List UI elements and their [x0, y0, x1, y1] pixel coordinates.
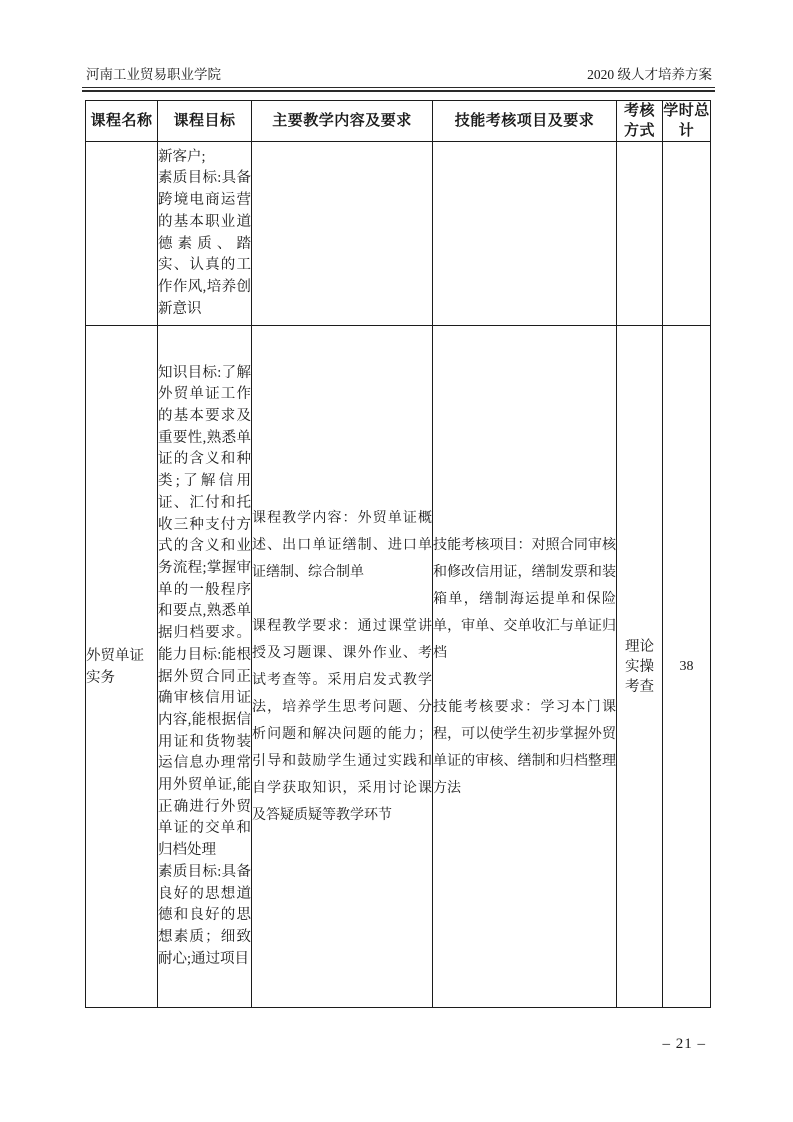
cell-teaching-content — [252, 326, 433, 1008]
cell-course-name-empty — [86, 142, 158, 326]
cell-total-hours-empty — [663, 142, 711, 326]
col-header-teaching-content: 主要教学内容及要求 — [252, 101, 433, 142]
assessment-method-line: 实操 — [625, 658, 654, 675]
skill-assessment-paragraph: 技能考核要求：学习本门课程，可以使学生初步掌握外贸单证的审核、缮制和归档整理方法 — [433, 699, 616, 796]
objectives-paragraph: 知识目标:了解外贸单证工作的基本要求及重要性,熟悉单证的含义和种类;了解信用证、汇付和托收三种支付方式的含义和业务流程;掌握审单的一般程序和要点,熟悉单据归档要求。能力目标:能根据外贸合同正确审核信用证内容,能根据信用证和货物装运信息办理常用外贸单证,能正确进行外贸单证的交单和归档处理 — [158, 364, 251, 859]
col-header-total-hours: 学时总计 — [663, 101, 711, 142]
teaching-content-paragraph: 课程教学内容：外贸单证概述、出口单证缮制、进口单证缮制、综合制单 — [252, 510, 432, 580]
cell-objectives-continued — [158, 142, 252, 326]
header-divider — [82, 87, 715, 92]
cell-teaching-content-empty — [252, 142, 433, 326]
teaching-content-paragraph: 课程教学要求：通过课堂讲授及习题课、课外作业、考试考查等。采用启发式教学法，培养学生思考问题、分析问题和解决问题的能力；引导和鼓励学生通过实践和自学获取知识，采用讨论课及答疑质疑等教学环节 — [252, 618, 432, 823]
cell-course-name: 外贸单证实务 — [86, 326, 158, 1008]
assessment-method-line: 考查 — [625, 678, 654, 695]
col-header-skill-assessment: 技能考核项目及要求 — [433, 101, 617, 142]
table-header-row — [86, 101, 711, 142]
col-header-course-name: 课程名称 — [86, 101, 158, 142]
table-row — [86, 142, 711, 326]
cell-total-hours: 38 — [663, 326, 711, 1008]
assessment-method-line: 理论 — [625, 638, 654, 655]
col-header-assessment-method: 考核方式 — [617, 101, 663, 142]
cell-skill-assessment-empty — [433, 142, 617, 326]
objectives-paragraph: 素质目标:具备跨境电商运营的基本职业道德素质、踏实、认真的工作作风,培养创新意识 — [158, 170, 251, 317]
page-number: – 21 – — [662, 1036, 706, 1052]
cell-assessment-method-empty — [617, 142, 663, 326]
table-row — [86, 326, 711, 1008]
cell-assessment-method — [617, 326, 663, 1008]
skill-assessment-paragraph: 技能考核项目：对照合同审核和修改信用证，缮制发票和装箱单，缮制海运提单和保险单，审单、交单收汇与单证归档 — [433, 537, 616, 661]
cell-objectives — [158, 326, 252, 1008]
col-header-objectives: 课程目标 — [158, 101, 252, 142]
running-head — [86, 66, 712, 84]
course-table — [85, 100, 711, 1008]
school-name: 河南工业贸易职业学院 — [86, 67, 221, 82]
program-title: 2020 级人才培养方案 — [587, 67, 712, 82]
objectives-paragraph: 新客户; — [158, 148, 206, 165]
cell-skill-assessment — [433, 326, 617, 1008]
objectives-paragraph: 素质目标:具备良好的思想道德和良好的思想素质；细致耐心;通过项目 — [158, 863, 251, 967]
